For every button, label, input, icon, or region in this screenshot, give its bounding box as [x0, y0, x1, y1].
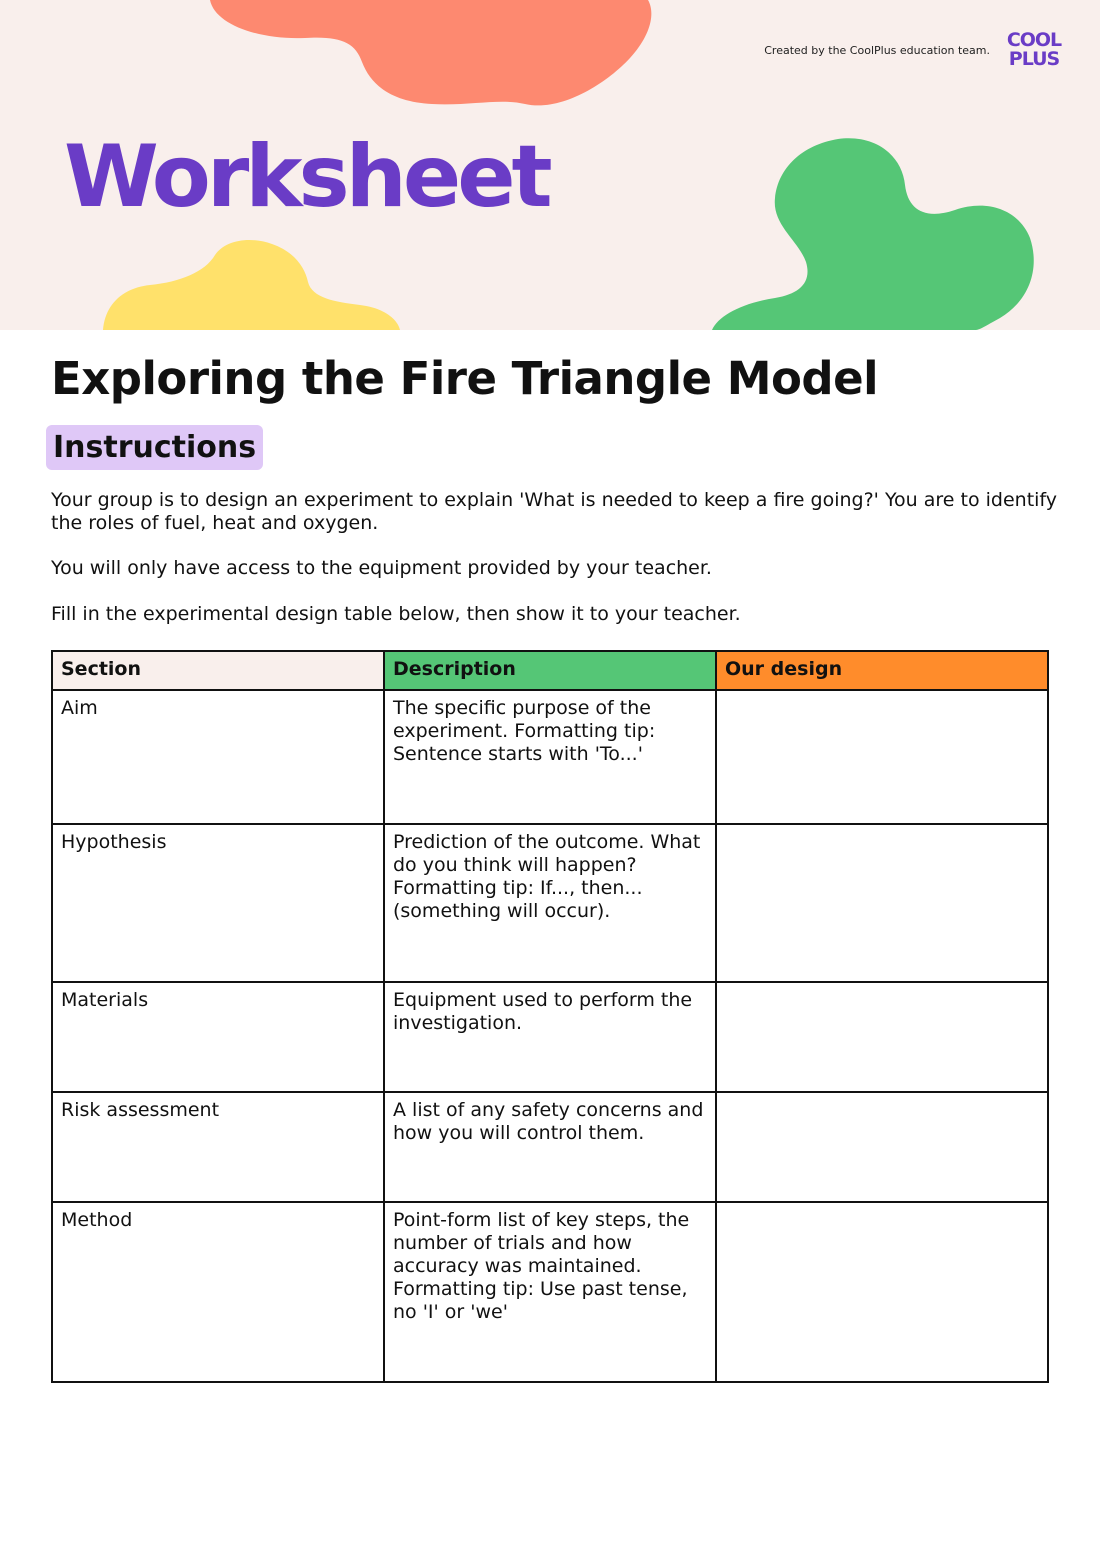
table-row: [52, 1202, 1048, 1382]
row-description: A list of any safety concerns and how you will control them.: [384, 1092, 716, 1202]
row-section: Risk assessment: [52, 1092, 384, 1202]
instruction-paragraph-3: Fill in the experimental design table below, then show it to your teacher.: [51, 603, 741, 625]
header-description: Description: [384, 651, 716, 690]
row-section: Hypothesis: [52, 824, 384, 982]
document-title: Exploring the Fire Triangle Model: [51, 352, 879, 405]
yellow-blob: [103, 240, 400, 330]
worksheet-title: Worksheet: [64, 127, 549, 227]
row-design-cell[interactable]: [716, 1202, 1048, 1382]
logo-line-2: PLUS: [1008, 48, 1060, 70]
header-banner: [0, 0, 1100, 330]
table-row: [52, 1092, 1048, 1202]
row-design-cell[interactable]: [716, 824, 1048, 982]
row-description: The specific purpose of the experiment. Formatting tip: Sentence starts with 'To...': [384, 690, 716, 824]
instruction-paragraph-2: You will only have access to the equipment provided by your teacher.: [51, 557, 712, 579]
experimental-design-table: [51, 650, 1049, 1383]
row-description: Prediction of the outcome. What do you think will happen? Formatting tip: If..., then... (something will occur).: [384, 824, 716, 982]
credit-text: Created by the CoolPlus education team.: [764, 44, 990, 57]
green-blob: [712, 138, 1034, 330]
row-design-cell[interactable]: [716, 982, 1048, 1092]
instructions-heading: Instructions: [46, 425, 263, 470]
row-description: Point-form list of key steps, the number of trials and how accuracy was maintained. Formatting tip: Use past tense, no 'I' or 'we': [384, 1202, 716, 1382]
row-design-cell[interactable]: [716, 690, 1048, 824]
row-description: Equipment used to perform the investigation.: [384, 982, 716, 1092]
coral-blob: [210, 0, 651, 105]
coolplus-logo: [1001, 31, 1067, 69]
logo-line-1: COOL: [1006, 29, 1062, 51]
row-design-cell[interactable]: [716, 1092, 1048, 1202]
instruction-paragraph-1: Your group is to design an experiment to explain 'What is needed to keep a fire going?' You are to identify the roles of fuel, heat and oxygen.: [51, 489, 1058, 534]
table-header-row: [52, 651, 1048, 690]
row-section: Aim: [52, 690, 384, 824]
header-our-design: Our design: [716, 651, 1048, 690]
table-row: [52, 690, 1048, 824]
row-section: Materials: [52, 982, 384, 1092]
table-row: [52, 982, 1048, 1092]
header-section: Section: [52, 651, 384, 690]
table-row: [52, 824, 1048, 982]
row-section: Method: [52, 1202, 384, 1382]
